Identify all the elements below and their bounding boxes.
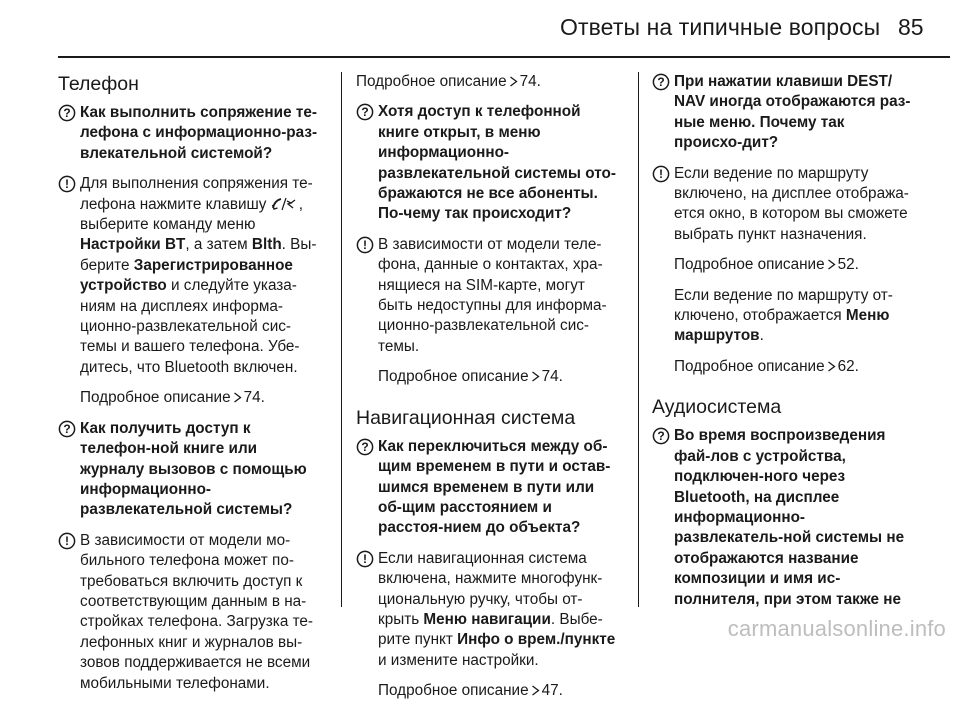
reference-line: Подробное описание 74. xyxy=(378,368,563,386)
question-block xyxy=(58,419,320,521)
column-1 xyxy=(58,72,320,704)
column-divider-1 xyxy=(341,72,342,607)
answer-text: В зависимости от модели теле-фона, данные о контактах, хра-нящиеся на SIM-карте, могут быть недоступны для информа-ционно-развлекательной сис-темы. xyxy=(378,235,607,355)
section-title-audio: Аудиосистема xyxy=(652,396,782,419)
reference-line: Подробное описание 62. xyxy=(674,357,859,375)
answer-block xyxy=(652,164,914,246)
question-block xyxy=(356,102,618,224)
exclamation-circle-icon xyxy=(58,175,76,193)
svg-text:!: ! xyxy=(363,551,367,566)
question-block xyxy=(652,426,914,610)
reference-arrow-icon xyxy=(233,392,242,403)
header-divider xyxy=(58,56,950,58)
question-circle-icon xyxy=(58,420,76,438)
column-divider-2 xyxy=(638,72,639,607)
question-circle-icon xyxy=(356,103,374,121)
answer-continuation: Если ведение по маршруту от-ключено, отображается Меню маршрутов. xyxy=(674,286,893,345)
question-circle-icon xyxy=(652,427,670,445)
reference-arrow-icon xyxy=(509,76,518,87)
section-title-navigation: Навигационная система xyxy=(356,406,576,429)
exclamation-circle-icon xyxy=(356,236,374,254)
question-block xyxy=(356,437,618,539)
reference-line: Подробное описание 47. xyxy=(378,682,563,700)
reference-line: Подробное описание 74. xyxy=(80,389,265,407)
answer-text: Если ведение по маршруту включено, на дисплее отобража-ется окно, в котором вы сможете выбрать пункт назначения. xyxy=(674,164,909,243)
phone-key-icon xyxy=(271,197,299,211)
answer-block xyxy=(58,531,320,694)
question-circle-icon xyxy=(652,73,670,91)
question-block xyxy=(58,103,320,164)
svg-text:!: ! xyxy=(363,238,367,253)
question-circle-icon xyxy=(58,104,76,122)
answer-block xyxy=(356,235,618,357)
section-title-phone: Телефон xyxy=(58,73,139,95)
answer-block xyxy=(58,174,320,378)
page-number: 85 xyxy=(898,14,924,40)
svg-text:?: ? xyxy=(657,75,665,90)
svg-text:?: ? xyxy=(361,105,369,120)
watermark: carmanualsonline.info xyxy=(727,616,946,641)
answer-block xyxy=(356,549,618,671)
reference-arrow-icon xyxy=(531,371,540,382)
question-block xyxy=(652,72,914,154)
svg-text:!: ! xyxy=(659,166,663,181)
question-text: Как выполнить сопряжение те-лефона с информационно-раз-влекательной системой? xyxy=(80,104,318,162)
svg-text:?: ? xyxy=(63,421,71,436)
column-3 xyxy=(652,72,914,620)
svg-text:?: ? xyxy=(361,439,369,454)
page-title: Ответы на типичные вопросы xyxy=(560,14,881,40)
answer-text: В зависимости от модели мо-бильного телефона может по-требоваться включить доступ к соответствующим данным в на-стройках телефона. Загрузка те-лефонных книг и журналов вы-зовов поддерживается не всеми мобильными телефонами. xyxy=(80,531,314,692)
reference-arrow-icon xyxy=(827,259,836,270)
exclamation-circle-icon xyxy=(356,550,374,568)
question-text: Как получить доступ к телефон-ной книге или журналу вызовов с помощью информационно-развлекательной системы? xyxy=(80,419,307,519)
answer-text: Если навигационная система включена, нажмите многофунк-циональную ручку, чтобы от-крыть Меню навигации. Выбе-рите пункт Инфо о врем./пункте и измените настройки. xyxy=(378,549,616,669)
svg-text:?: ? xyxy=(657,429,665,444)
svg-text:!: ! xyxy=(65,177,69,192)
reference-line: Подробное описание 52. xyxy=(674,256,859,274)
exclamation-circle-icon xyxy=(652,165,670,183)
question-text: Во время воспроизведения фай-лов с устройства, подключен-ного через Bluetooth, на дисплее информационно-развлекатель-ной системы не отображаются название композиции и имя ис-полнителя, при этом также не xyxy=(674,427,905,608)
question-text: Как переключиться между об-щим временем в пути и остав-шимся временем в пути или об-щим расстоянием и расстоя-нием до объекта? xyxy=(378,437,611,537)
question-circle-icon xyxy=(356,438,374,456)
reference-line: Подробное описание 74. xyxy=(356,73,541,90)
reference-arrow-icon xyxy=(531,685,540,696)
reference-arrow-icon xyxy=(827,361,836,372)
exclamation-circle-icon xyxy=(58,532,76,550)
question-text: При нажатии клавиши DEST/ NAV иногда отображаются раз-ные меню. Почему так происхо-дит? xyxy=(674,73,911,152)
svg-text:!: ! xyxy=(65,533,69,548)
svg-text:?: ? xyxy=(63,106,71,121)
question-text: Хотя доступ к телефонной книге открыт, в меню информационно-развлекательной системы ото-бражаются не все абоненты. По-чему так происходит? xyxy=(378,103,616,223)
answer-text: Для выполнения сопряжения те-лефона нажмите клавишу , выберите команду меню Настройки BT, а затем Blth. Вы-берите Зарегистрированное устройство и следуйте указа-ниям на дисплеях информа-ционно-развлекательной сис-темы и вашего телефона. Убе-дитесь, что Bluetooth включен. xyxy=(80,175,317,376)
